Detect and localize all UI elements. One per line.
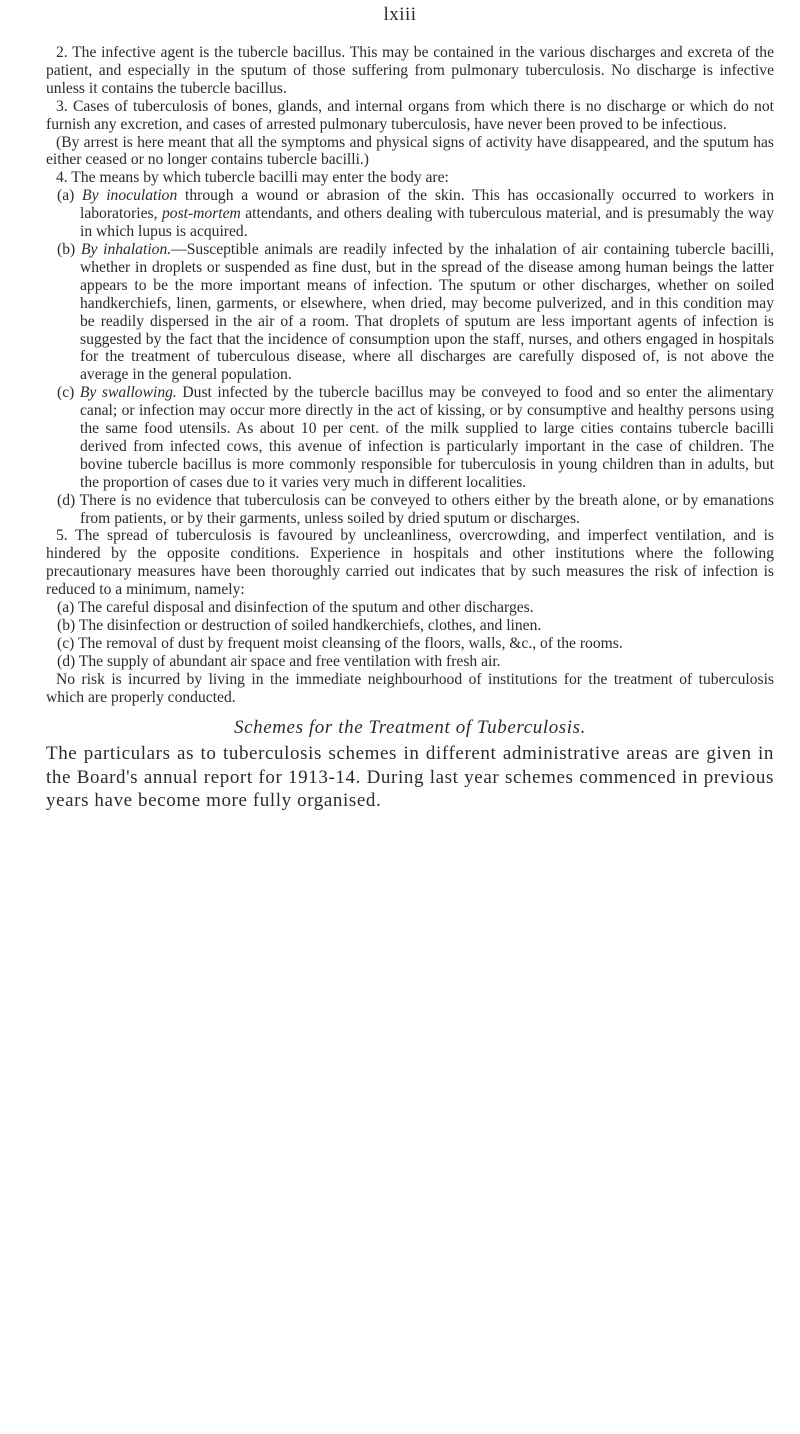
item-text: through a wound or abrasion of the skin. This has occasionally occurred to workers in laboratories, (80, 187, 774, 223)
section-heading: Schemes for the Treatment of Tuberculosis. (233, 716, 587, 738)
item-lead: By swallowing. (79, 384, 177, 402)
item-lead: By inhalation. (80, 240, 172, 258)
paragraph-4: 4. The means by which tubercle bacilli may enter the body are: (56, 169, 449, 187)
paragraph-3: 3. Cases of tuberculosis of bones, glands, and internal organs from which there is no discharge or which do not furnish any excretion, and cases of arrested pulmonary tuberculosis, have never been proved to be infectious. (46, 97, 774, 133)
item-text: There is no evidence that tuberculosis can be conveyed to others either by the breath alone, or by emanations from patients, or by their garments, unless soiled by dried sputum or discharges. (79, 491, 774, 527)
paragraph-5d (46, 653, 774, 671)
item-marker: (c) (57, 634, 75, 652)
item-italic: post-mortem (161, 205, 241, 223)
paragraph-4c (46, 384, 774, 491)
item-marker: (d) (57, 491, 76, 509)
item-marker: (a) (57, 187, 75, 205)
paragraph-3-note: (By arrest is here meant that all the symptoms and physical signs of activity have disappeared, and the sputum has either ceased or no longer contains tubercle bacilli.) (46, 133, 774, 169)
item-text: —Susceptible animals are readily infected by the inhalation of air containing tubercle bacilli, whether in droplets or suspended as fine dust, but in the spread of the disease among human beings the latter appears to be the more important means of infection. The sputum or other discharges, whether on soiled handkerchiefs, linen, garments, or elsewhere, when dried, may become pulverized, and in this condition may be readily dispersed in the air of a room. That droplets of sputum are less important agents of infection is suggested by the fact that the incidence of consumption upon the staff, nurses, and others engaged in hospitals for the treatment of tuberculous disease, where all discharges are carefully disposed of, is not above the average in the general population. (80, 240, 774, 384)
paragraph-4b (46, 241, 774, 384)
paragraph-5b (46, 617, 774, 635)
paragraph-2: 2. The infective agent is the tubercle bacillus. This may be contained in the various discharges and excreta of the patient, and especially in the sputum of those suffering from pulmonary tuberculosis. No discharge is infective unless it contains the tubercle bacillus. (46, 44, 774, 97)
item-marker: (c) (57, 384, 75, 402)
item-text: Dust infected by the tubercle bacillus may be conveyed to food and so enter the alimentary canal; or infection may occur more directly in the act of kissing, or by consumptive and healthy persons using the same food utensils. As about 10 per cent. of the milk supplied to large cities contains tubercle bacilli derived from infected cows, this avenue of infection is particularly important in the case of children. The bovine tubercle bacillus is more commonly responsible for tuberculosis in young children than in adults, but the proportion of cases due to it varies very much in different localities. (80, 384, 774, 491)
page-number: lxiii (383, 4, 417, 25)
item-text: The disinfection or destruction of soiled handkerchiefs, clothes, and linen. (78, 617, 542, 634)
item-text: The removal of dust by frequent moist cleansing of the floors, walls, &c., of the rooms. (77, 634, 623, 652)
paragraph-4a (46, 187, 774, 241)
item-marker: (b) (57, 617, 76, 634)
paragraph-5: 5. The spread of tuberculosis is favoured by uncleanliness, overcrowding, and imperfect ventilation, and is hindered by the opposite conditions. Experience in hospitals and other institutions where the following precautionary measures have been thoroughly carried out indicates that by such measures the risk of infection is reduced to a minimum, namely: (46, 527, 774, 599)
item-text: The careful disposal and disinfection of the sputum and other discharges. (77, 599, 534, 617)
section-paragraph: The particulars as to tuberculosis schemes in different administrative areas are given in the Board's annual report for 1913-14. During last year schemes commenced in previous years have become more fully organised. (46, 743, 774, 812)
paragraph-5c (46, 635, 774, 653)
paragraph-6: No risk is incurred by living in the immediate neighbourhood of institutions for the treatment of tuberculosis which are properly conducted. (46, 670, 774, 706)
item-marker: (a) (57, 599, 75, 617)
paragraph-4d (46, 492, 774, 528)
item-text-continued: attendants, and others dealing with tuberculous material, and is presumably the way in which lupus is acquired. (80, 205, 774, 241)
item-lead: By inoculation (82, 187, 178, 205)
body-text (46, 44, 774, 813)
item-marker: (d) (57, 652, 76, 670)
item-text: The supply of abundant air space and free ventilation with fresh air. (78, 652, 501, 670)
paragraph-5a (46, 599, 774, 617)
item-marker: (b) (57, 240, 76, 258)
